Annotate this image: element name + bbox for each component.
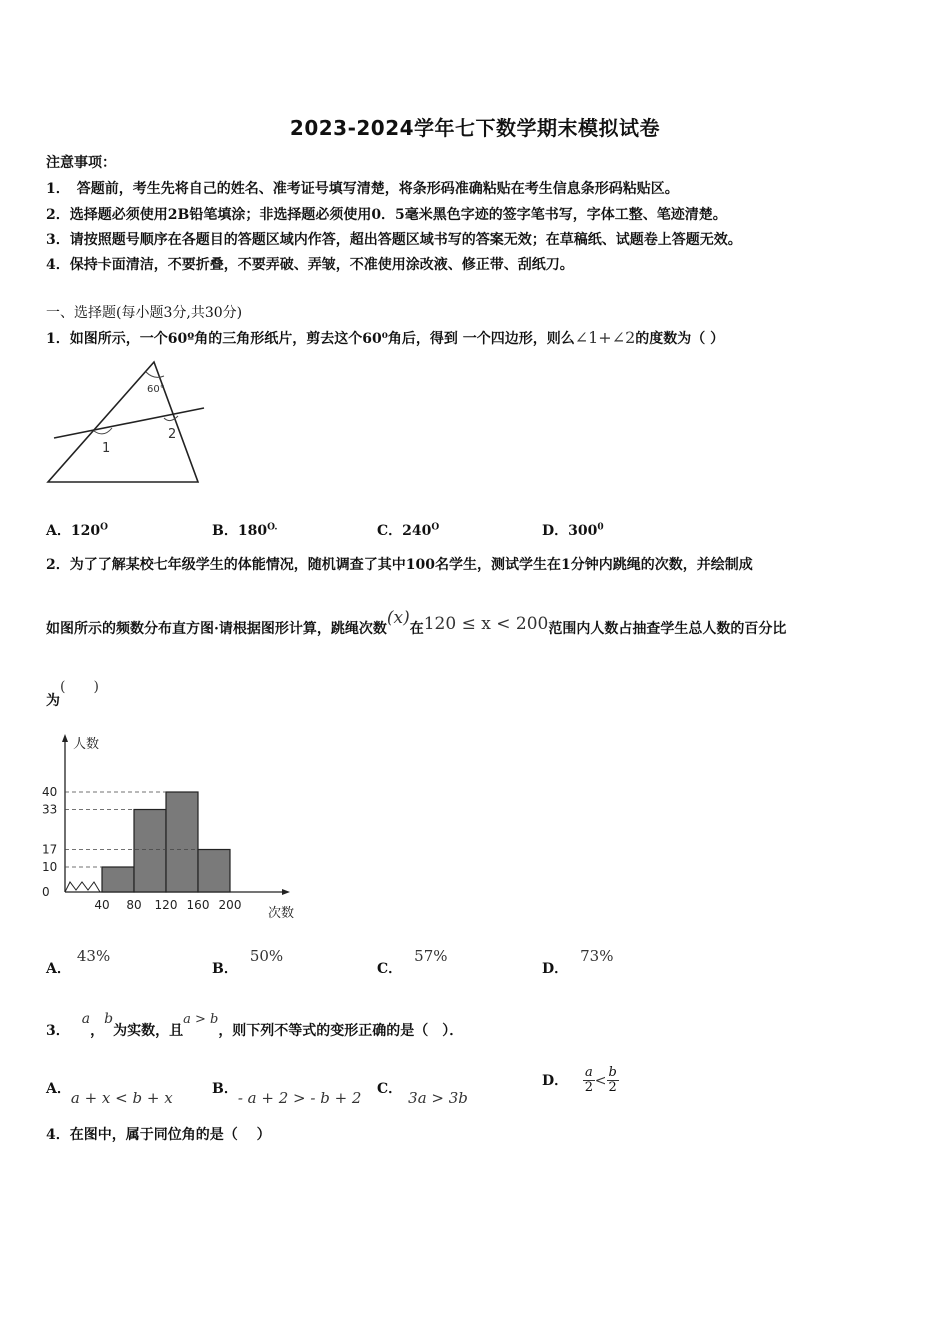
q2-blank: ( ) bbox=[60, 679, 99, 695]
q2-option-d-letter: D． bbox=[542, 961, 569, 977]
q3-option-d[interactable] bbox=[542, 1066, 619, 1096]
histogram-bar bbox=[198, 850, 230, 893]
q3-option-d-fraction-2 bbox=[607, 1066, 619, 1096]
q3-option-b[interactable] bbox=[212, 1078, 362, 1107]
triangle-outline bbox=[48, 362, 198, 482]
x-axis-arrow bbox=[282, 889, 290, 895]
q2-text-before: 如图所示的频数分布直方图·请根据图形计算，跳绳次数 bbox=[46, 621, 387, 637]
q3-option-d-den-1: 2 bbox=[584, 1080, 594, 1096]
histogram-bar bbox=[134, 810, 166, 893]
q1-option-b[interactable] bbox=[212, 520, 278, 540]
q3-option-d-den-2: 2 bbox=[608, 1080, 617, 1096]
notice-heading: 注意事项： bbox=[46, 155, 116, 171]
q3-option-b-expr: - a + 2 > - b + 2 bbox=[237, 1089, 362, 1107]
q1-option-a-sup: O bbox=[100, 522, 108, 533]
histogram-bar bbox=[102, 867, 134, 892]
q2-text-mid: 在 bbox=[409, 621, 424, 637]
q3-option-c[interactable] bbox=[377, 1078, 468, 1107]
q3-option-b-letter: B． bbox=[212, 1081, 238, 1097]
q3-option-c-letter: C． bbox=[377, 1081, 403, 1097]
notice-item-2: 2．选择题必须使用2B铅笔填涂；非选择题必须使用0．5毫米黑色字迹的签字笔书写，字体工整、笔迹清楚。 bbox=[46, 207, 727, 223]
q2-histogram bbox=[40, 728, 310, 923]
q1-option-d-sup: 0 bbox=[597, 522, 604, 533]
q2-option-d-value: 73% bbox=[580, 947, 614, 965]
x-tick-label: 40 bbox=[94, 898, 110, 912]
q2-text-after: 范围内人数占抽查学生总人数的百分比 bbox=[548, 621, 787, 637]
angle-1-label: 1 bbox=[102, 441, 111, 456]
q2-line-3 bbox=[46, 676, 99, 709]
apex-angle-arc bbox=[146, 372, 164, 377]
q3-option-d-fraction-1 bbox=[583, 1066, 595, 1096]
q2-option-d[interactable] bbox=[542, 947, 614, 978]
q3-text-1: 为实数，且 bbox=[113, 1023, 184, 1039]
q1-option-a[interactable] bbox=[46, 520, 108, 540]
q3-option-a-letter: A． bbox=[46, 1081, 71, 1097]
q1-option-c-sup: O bbox=[431, 522, 440, 533]
q1-option-b-letter: B． bbox=[212, 523, 238, 539]
y-tick-label: 17 bbox=[42, 842, 58, 857]
q1-option-d-value: 300 bbox=[568, 523, 598, 539]
q3-var-b: b bbox=[104, 1011, 114, 1027]
q2-option-b-letter: B． bbox=[212, 961, 238, 977]
y-tick-label: 10 bbox=[42, 860, 58, 874]
q3-option-d-op: < bbox=[594, 1072, 607, 1089]
q1-option-b-sup: O. bbox=[267, 522, 278, 533]
histogram-bar bbox=[166, 792, 198, 892]
notice-item-3: 3．请按照题号顺序在各题目的答题区域内作答，超出答题区域书写的答案无效；在草稿纸、试题卷上答题无效。 bbox=[46, 232, 742, 248]
apex-angle-label: 60° bbox=[147, 384, 165, 395]
x-tick-label: 80 bbox=[126, 898, 142, 912]
y-axis-label: 人数 bbox=[73, 737, 100, 752]
q3-option-d-num-1: a bbox=[585, 1065, 593, 1080]
q2-range: 120 ≤ x < 200 bbox=[423, 614, 549, 634]
q1-option-d-letter: D． bbox=[542, 523, 569, 539]
q3-text-2: ，则下列不等式的变形正确的是（ ）． bbox=[218, 1023, 464, 1039]
q1-option-d[interactable] bbox=[542, 520, 604, 540]
x-tick-label: 120 bbox=[154, 898, 178, 912]
q3-var-a: a bbox=[81, 1011, 91, 1027]
q3-comma: ， bbox=[90, 1023, 105, 1039]
q3-option-d-num-2: b bbox=[608, 1065, 617, 1080]
cut-line bbox=[54, 408, 204, 438]
q2-option-c-value: 57% bbox=[414, 947, 448, 965]
angle-2-label: 2 bbox=[168, 427, 177, 442]
q3-condition: a > b bbox=[183, 1012, 219, 1027]
q3-option-d-letter: D． bbox=[542, 1072, 569, 1089]
notice-item-1: 1． 答题前，考生先将自己的姓名、准考证号填写清楚，将条形码准确粘贴在考生信息条形码粘贴区。 bbox=[46, 181, 679, 197]
page-title: 2023-2024学年七下数学期末模拟试卷 bbox=[289, 116, 661, 140]
x-axis-label: 次数 bbox=[268, 906, 295, 921]
q4-stem: 4．在图中，属于同位角的是（ ） bbox=[46, 1127, 271, 1143]
q1-stem bbox=[46, 328, 724, 348]
y-tick-label: 40 bbox=[42, 785, 58, 799]
q2-option-a-letter: A． bbox=[46, 961, 71, 977]
q2-option-c[interactable] bbox=[377, 947, 448, 978]
q3-option-a-expr: a + x < b + x bbox=[70, 1089, 173, 1107]
q2-option-a-value: 43% bbox=[76, 947, 111, 965]
q1-text-before: 1．如图所示，一个60º角的三角形纸片，剪去这个60⁰角后，得到 一个四边形，则么 bbox=[46, 331, 575, 347]
q2-text-wei: 为 bbox=[46, 693, 60, 709]
q1-option-a-value: 120 bbox=[70, 523, 101, 539]
q2-option-a[interactable] bbox=[46, 947, 111, 978]
axis-break-zigzag bbox=[65, 882, 100, 892]
q2-option-c-letter: C． bbox=[377, 961, 403, 977]
q3-stem bbox=[46, 1008, 464, 1039]
q1-angle-sum: ∠1+∠2 bbox=[574, 328, 636, 347]
q1-text-after: 的度数为（ ） bbox=[635, 331, 725, 347]
x-tick-label: 200 bbox=[218, 898, 242, 912]
q3-number: 3． bbox=[46, 1023, 70, 1039]
q3-option-a[interactable] bbox=[46, 1078, 173, 1107]
y-tick-label: 33 bbox=[42, 802, 58, 817]
q1-option-b-value: 180 bbox=[237, 523, 268, 539]
section-heading: 一、选择题(每小题3分,共30分) bbox=[46, 305, 243, 321]
x-tick-label: 160 bbox=[186, 898, 210, 912]
q2-line-2 bbox=[46, 606, 787, 637]
q1-option-c-letter: C． bbox=[377, 523, 403, 539]
q1-option-a-letter: A． bbox=[46, 523, 71, 539]
q1-option-c-value: 240 bbox=[402, 523, 432, 539]
q2-option-b[interactable] bbox=[212, 947, 284, 978]
y-axis-arrow bbox=[62, 734, 68, 742]
q3-option-c-expr: 3a > 3b bbox=[408, 1089, 468, 1107]
q2-option-b-value: 50% bbox=[249, 947, 284, 965]
y-tick-label: 0 bbox=[42, 885, 50, 899]
q2-line-1: 2．为了了解某校七年级学生的体能情况，随机调查了其中100名学生，测试学生在1分钟内跳绳的次数，并绘制成 bbox=[46, 557, 753, 573]
q1-option-c[interactable] bbox=[377, 520, 439, 540]
q1-triangle-figure bbox=[44, 358, 214, 488]
q2-variable: (x) bbox=[386, 608, 410, 628]
notice-item-4: 4．保持卡面清洁，不要折叠，不要弄破、弄皱，不准使用涂改液、修正带、刮纸刀。 bbox=[46, 257, 574, 273]
